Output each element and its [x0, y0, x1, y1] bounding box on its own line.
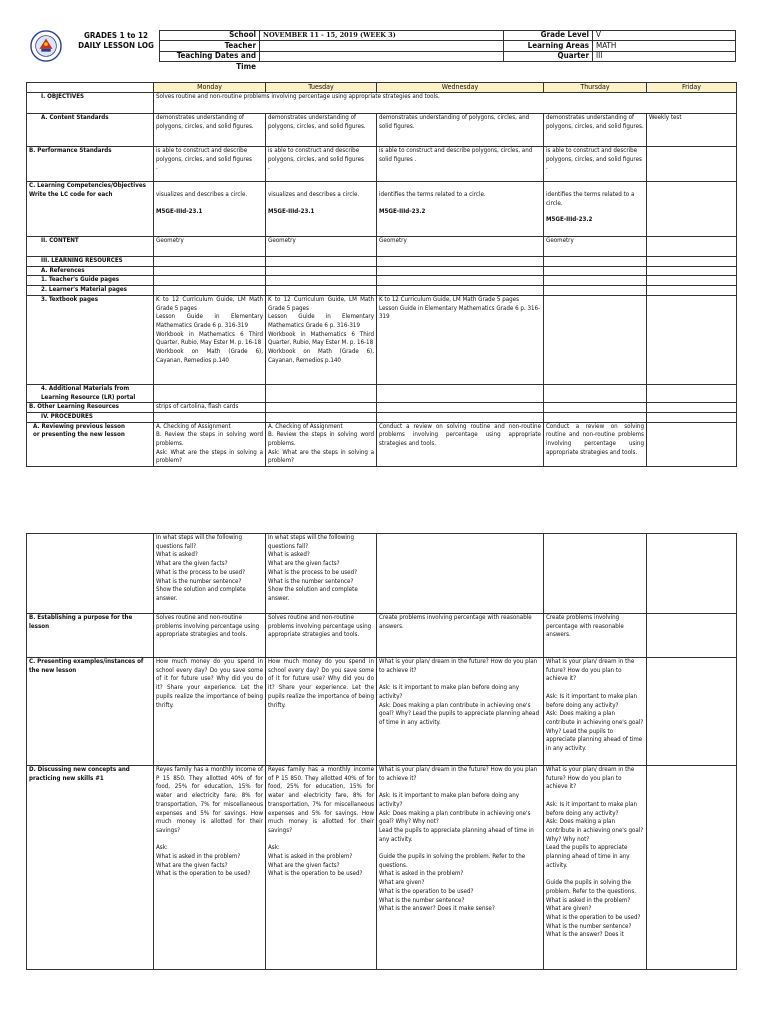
textbook-wed: K to 12 Curriculum Guide, LM Math Grade 5 pages Lesson Guide in Elementary Mathematics Grade 6 p. 316-319	[377, 295, 544, 384]
content-standards-tue: demonstrates understanding of polygons, circles, and solid figures.	[266, 114, 377, 147]
day-tuesday: Tuesday	[266, 83, 377, 93]
presenting-mon: How much money do you spend in school every day? Do you save some of it for future use? Why did you do it? Share your experience. Let the pupils realize the importance of being thrifty.	[154, 658, 266, 766]
presenting-thu: What is your plan/ dream in the future? How do you plan to achieve it? Ask: Is it important to make plan before doing any activity? Ask: Does making a plan contribute in achieving one's goal? Why? Lead the pupils to appreciate planning ahead of time in any activity.	[544, 658, 647, 766]
content-standards-wed: demonstrates understanding of polygons, circles, and solid figures.	[377, 114, 544, 147]
reviewing-wed: Conduct a review on solving routine and non-routine problems involving percentage using appropriate strategies and tools.	[377, 422, 544, 467]
content-standards-fri: Weekly test	[647, 114, 737, 147]
performance-standards-thu: is able to construct and describe polygons, circles, and solid figures .	[544, 147, 647, 182]
purpose-label: B. Establishing a purpose for the lesson	[27, 614, 154, 658]
competencies-label: C. Learning Competencies/Objectives Write the LC code for each	[27, 182, 154, 237]
learning-areas-value: MATH	[596, 40, 617, 50]
school-label: School	[229, 30, 256, 39]
reviewing-tue: A. Checking of Assignment B. Review the steps in solving word problems. Ask: What are the steps in solving a problem?	[266, 422, 377, 467]
additional-materials-label: 4. Additional Materials from Learning Resource (LR) portal	[27, 384, 154, 402]
reviewing-thu: Conduct a review on solving routine and non-routine problems involving percentage using appropriate strategies and tools.	[544, 422, 647, 467]
quarter-value: III	[596, 51, 603, 60]
performance-standards-mon: is able to construct and describe polygons, circles, and solid figures .	[154, 147, 266, 182]
purpose-wed: Create problems involving percentage with reasonable answers.	[377, 614, 544, 658]
quarter-label: Quarter	[557, 51, 589, 60]
learning-resources-label: III. LEARNING RESOURCES	[27, 257, 154, 267]
performance-standards-tue: is able to construct and describe polygons, circles, and solid figures .	[266, 147, 377, 182]
presenting-wed: What is your plan/ dream in the future? How do you plan to achieve it? Ask: Is it important to make plan before doing any activity? Ask: Does making a plan contribute in achieving one's goal? Why? Lead the pupils to appreciate planning ahead of time in any activity.	[377, 658, 544, 766]
content-wed: Geometry	[377, 237, 544, 257]
reviewing-mon: A. Checking of Assignment B. Review the steps in solving word problems. Ask: What are the steps in solving a problem?	[154, 422, 266, 467]
learners-material-label: 2. Learner's Material pages	[27, 286, 154, 296]
discussing-wed: What is your plan/ dream in the future? How do you plan to achieve it? Ask: Is it important to make plan before doing any activity? Ask: Does making a plan contribute in achieving one's goal? Why? Why not? Lead the pupils to appreciate planning ahead of time in any activity. Guide the pupils in solving the problem. Refer to the questions. What is asked in the problem? What are given? What is the operation to be used? What is the number sentence? What is the answer? Does it make sense?	[377, 766, 544, 970]
teacher-label: Teacher	[224, 40, 256, 50]
competencies-mon: visualizes and describes a circle. M5GE-IIId-23.1	[154, 182, 266, 237]
day-friday: Friday	[647, 83, 737, 93]
discussing-tue: Reyes family has a monthly income of P 15 850. They allotted 40% of for food, 25% for education, 15% for water and electricity fare, 8% for transportation, 7% for miscellaneous expenses and 5% for savings. How much money is allotted for their savings? Ask: What is asked in the problem? What are the given facts? What is the operation to be used?	[266, 766, 377, 970]
title-line2: DAILY LESSON LOG	[78, 41, 154, 50]
purpose-mon: Solves routine and non-routine problems involving percentage using appropriate strategies and tools.	[154, 614, 266, 658]
content-label: II. CONTENT	[27, 237, 154, 257]
day-wednesday: Wednesday	[377, 83, 544, 93]
objectives-label: I. OBJECTIVES	[27, 93, 154, 114]
presenting-label: C. Presenting examples/instances of the new lesson	[27, 658, 154, 766]
competencies-tue: visualizes and describes a circle. M5GE-IIId-23.1	[266, 182, 377, 237]
title-line1: GRADES 1 to 12	[83, 31, 149, 40]
content-standards-label: A. Content Standards	[27, 114, 154, 147]
presenting-tue: How much money do you spend in school every day? Do you save some of it for future use? Why did you do it? Share your experience. Let the pupils realize the importance of being thrifty.	[266, 658, 377, 766]
lesson-log-table-page1	[26, 82, 736, 467]
competencies-thu: identifies the terms related to a circle. M5GE-IIId-23.2	[544, 182, 647, 237]
grade-level-label: Grade Level	[540, 30, 589, 39]
purpose-tue: Solves routine and non-routine problems involving percentage using appropriate strategies and tools.	[266, 614, 377, 658]
performance-standards-wed: is able to construct and describe polygons, circles, and solid figures .	[377, 147, 544, 182]
textbook-mon: K to 12 Curriculum Guide, LM Math Grade 5 pages Lesson Guide in Elementary Mathematics Grade 6 p. 316-319 Workbook in Mathematics 6 Third Quarter, Rubio, May Ester M. p. 16-18 Workbook on Math (Grade 6), Cayanan, Remedios p.140	[154, 295, 266, 384]
other-resources-mon: strips of cartolina, flash cards	[154, 403, 266, 413]
content-tue: Geometry	[266, 237, 377, 257]
lesson-log-table-page2	[26, 533, 736, 970]
day-thursday: Thursday	[544, 83, 647, 93]
day-monday: Monday	[154, 83, 266, 93]
other-resources-label: B. Other Learning Resources	[27, 403, 154, 413]
learning-areas-label: Learning Areas	[527, 40, 589, 50]
content-standards-mon: demonstrates understanding of polygons, circles, and solid figures.	[154, 114, 266, 147]
performance-standards-label: B. Performance Standards	[27, 147, 154, 182]
deped-seal-icon	[30, 30, 62, 62]
discussing-mon: Reyes family has a monthly income of P 15 850. They allotted 40% of for food, 25% for education, 15% for water and electricity fare, 8% for transportation, 7% for miscellaneous expenses and 5% for savings. How much money is allotted for their savings? Ask: What is asked in the problem? What are the given facts? What is the operation to be used?	[154, 766, 266, 970]
teaching-dates-label: Teaching Dates and Time	[176, 51, 256, 71]
header-grid	[26, 30, 736, 71]
competencies-wed: identifies the terms related to a circle. M5GE-IIId-23.2	[377, 182, 544, 237]
content-thu: Geometry	[544, 237, 647, 257]
references-label: A. References	[27, 266, 154, 276]
discussing-thu: What is your plan/ dream in the future? How do you plan to achieve it? Ask: Is it important to make plan before doing any activity? Ask: Does making a plan contribute in achieving one's goal? Why? Why not? Lead the pupils to appreciate planning ahead of time in any activity. Guide the pupils in solving the problem. Refer to the questions. What is asked in the problem? What are given? What is the operation to be used? What is the number sentence? What is the answer? Does it	[544, 766, 647, 970]
continuation-mon: In what steps will the following questions fall? What is asked? What are the given facts? What is the process to be used? What is the number sentence? Show the solution and complete answer.	[154, 534, 266, 614]
reviewing-label: A. Reviewing previous lesson or presenting the new lesson	[27, 422, 154, 467]
discussing-label: D. Discussing new concepts and practicing new skills #1	[27, 766, 154, 970]
procedures-label: IV. PROCEDURES	[27, 412, 154, 422]
objectives-text: Solves routine and non-routine problems involving percentage using appropriate strategies and tools.	[154, 93, 737, 114]
purpose-thu: Create problems involving percentage with reasonable answers.	[544, 614, 647, 658]
teaching-dates-value: NOVEMBER 11 - 15, 2019 (WEEK 3)	[263, 31, 396, 39]
content-mon: Geometry	[154, 237, 266, 257]
continuation-tue: In what steps will the following questions fall? What is asked? What are the given facts? What is the process to be used? What is the number sentence? Show the solution and complete answer.	[266, 534, 377, 614]
grade-level-value: V	[596, 30, 601, 39]
textbook-tue: K to 12 Curriculum Guide, LM Math Grade 5 pages Lesson Guide in Elementary Mathematics Grade 6 p. 316-319 Workbook in Mathematics 6 Third Quarter, Rubio, May Ester M. p. 16-18 Workbook on Math (Grade 6), Cayanan, Remedios p.140	[266, 295, 377, 384]
teachers-guide-label: 1. Teacher's Guide pages	[27, 276, 154, 286]
textbook-label: 3. Textbook pages	[27, 295, 154, 384]
content-standards-thu: demonstrates understanding of polygons, circles, and solid figures.	[544, 114, 647, 147]
